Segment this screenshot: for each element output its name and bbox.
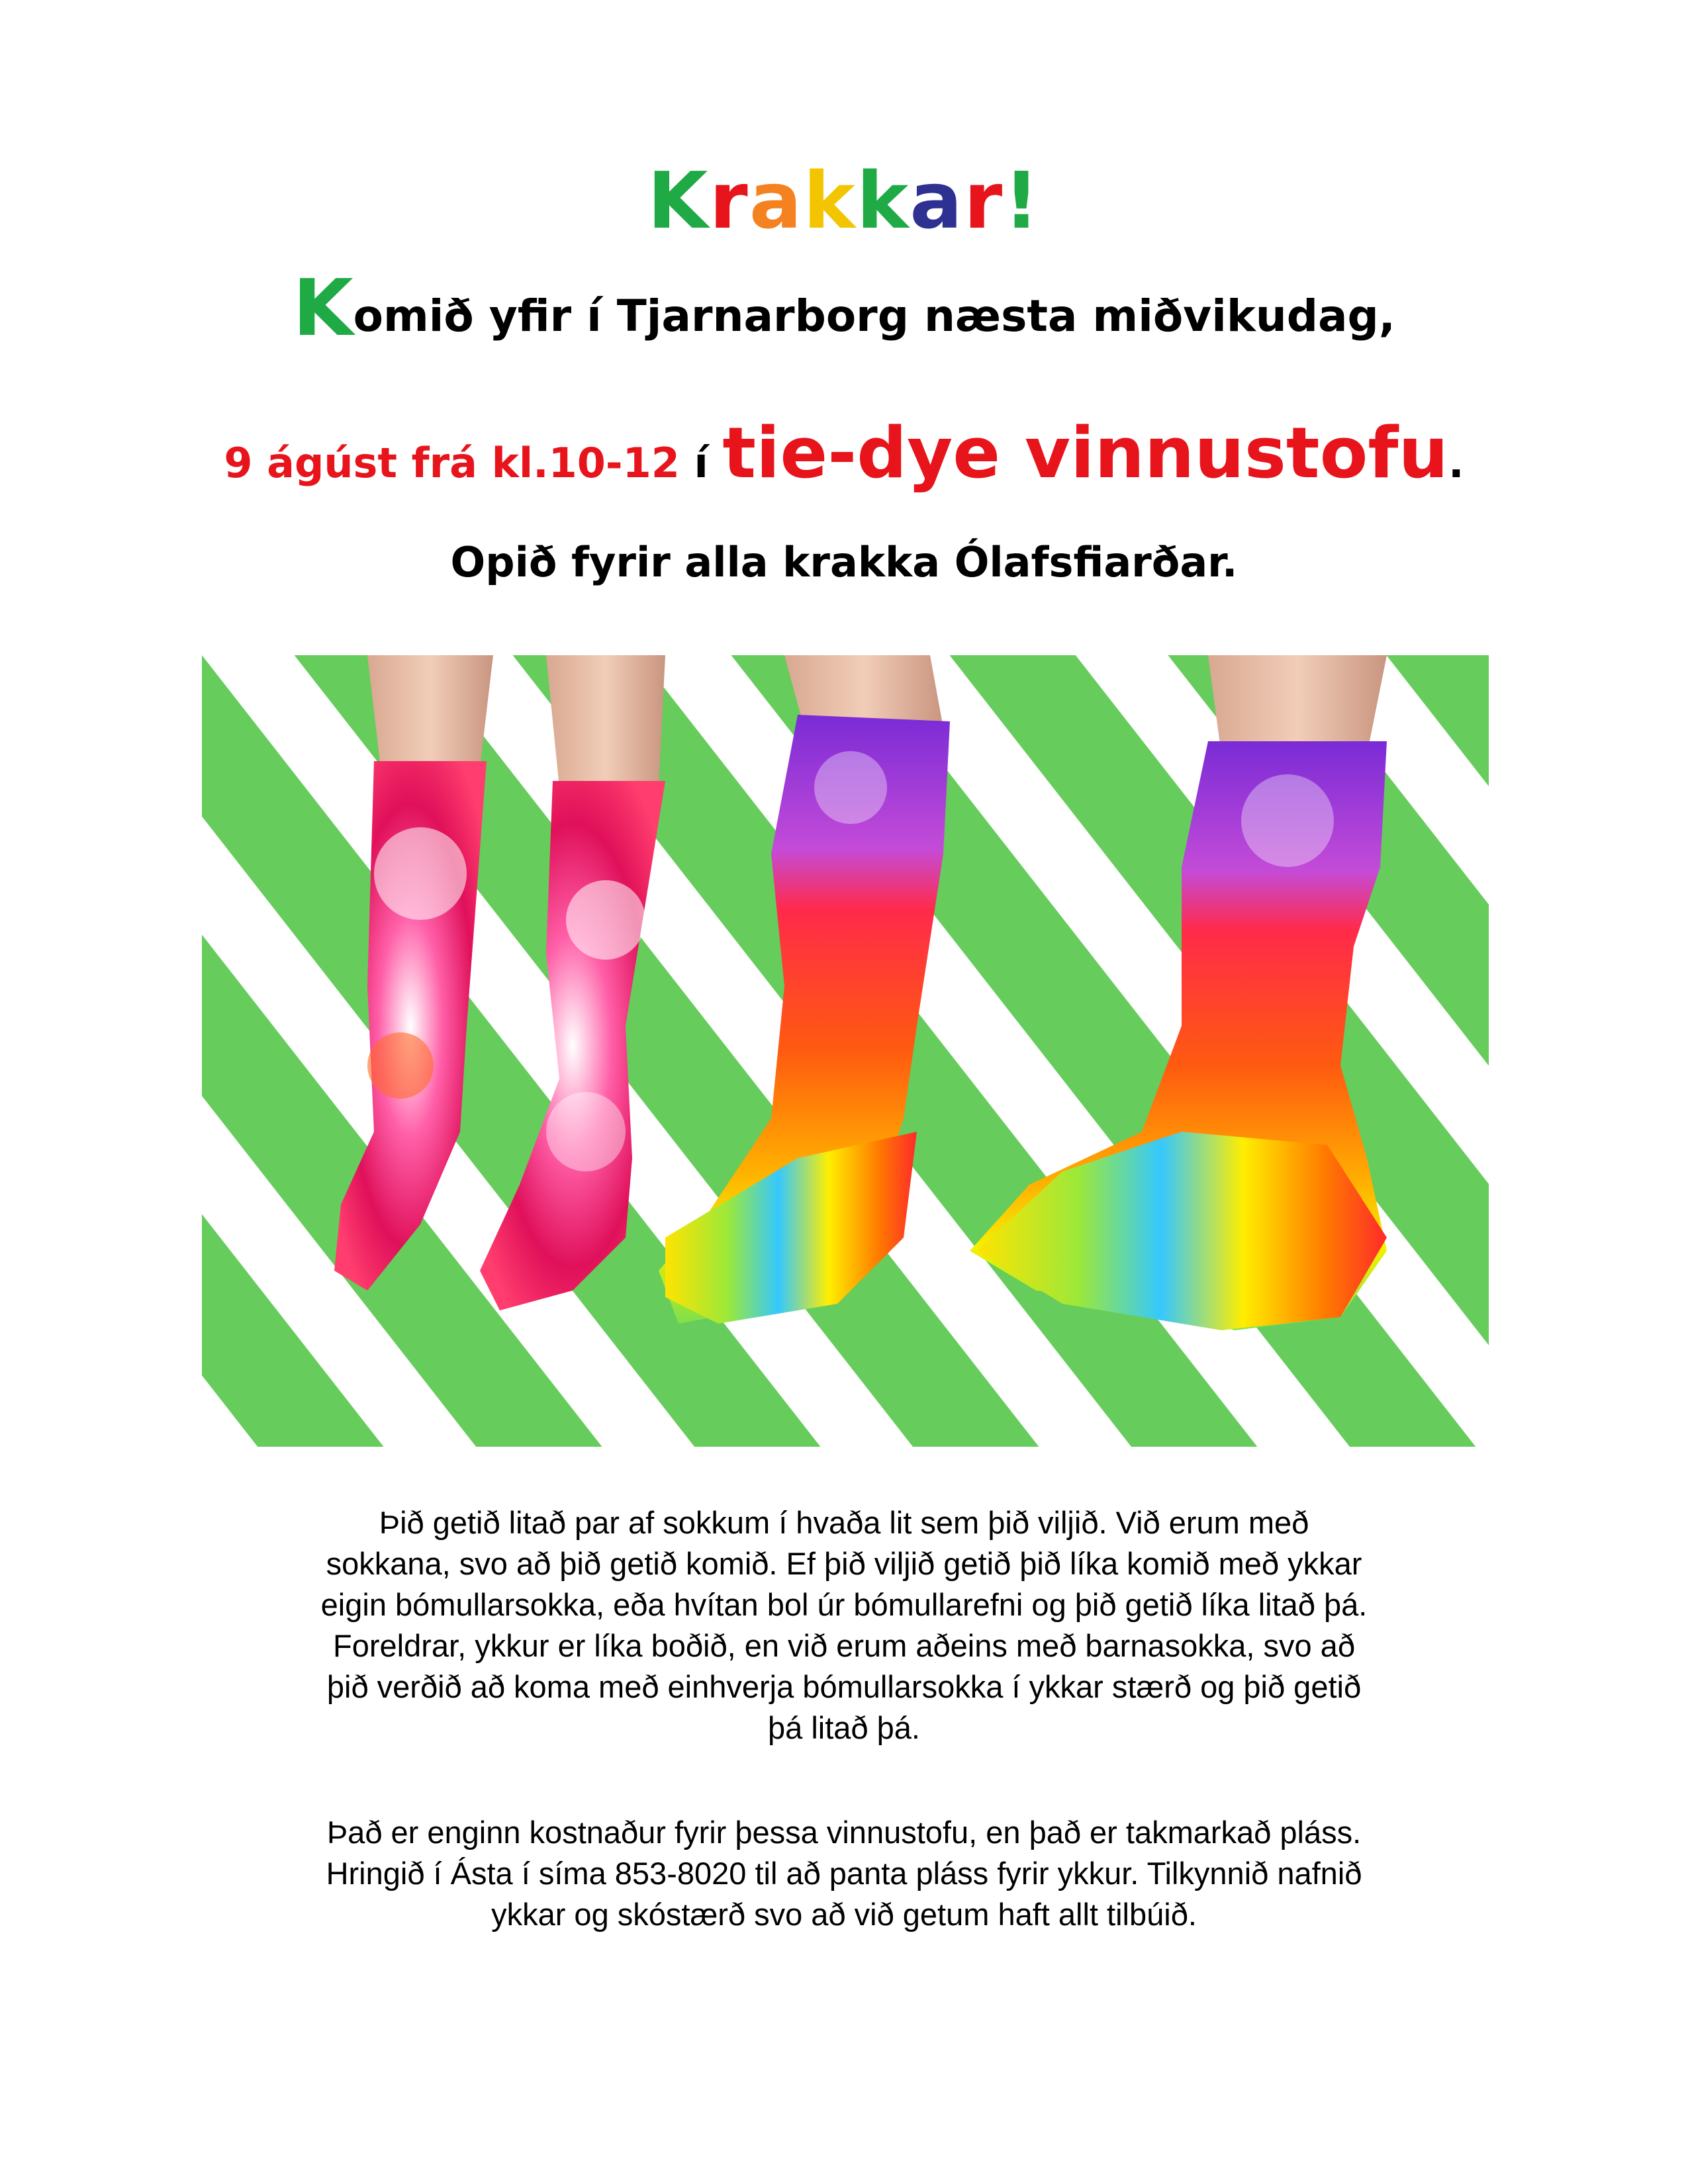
headline-line-3: Opið fyrir alla krakka Ólafsfiarðar.: [450, 538, 1238, 586]
headline-line-2: [0, 407, 1688, 510]
tie-dye-workshop-label: tie-dye vinnustofu: [722, 412, 1449, 494]
paragraph-1-line: Þið getið litað par af sokkum í hvaða lit sem þið viljið. Við erum með: [379, 1505, 1309, 1540]
paragraph-2: [199, 1812, 1489, 1935]
title-letter: k: [856, 155, 910, 246]
headline-initial: K: [293, 262, 353, 353]
headline-line-1-text: omið yfir í Tjarnarborg næsta miðvikudag,: [353, 291, 1395, 341]
paragraph-2-line: Það er enginn kostnaður fyrir þessa vinnustofu, en það er takmarkað pláss.: [326, 1815, 1362, 1850]
title-krakkar: [0, 151, 1688, 250]
headline-period: .: [1448, 439, 1464, 487]
paragraph-2-line: Hringið í Ásta í síma 853-8020 til að panta pláss fyrir ykkur. Tilkynnið nafnið: [326, 1856, 1362, 1891]
title-letter: K: [647, 155, 710, 246]
paragraph-2-line: ykkar og skóstærð svo að við getum haft allt tilbúið.: [491, 1897, 1197, 1932]
paragraph-1-line: þá litað þá.: [768, 1710, 920, 1745]
paragraph-1-line: eigin bómullarsokka, eða hvítan bol úr bómullarefni og þið getið líka litað þá.: [320, 1587, 1368, 1622]
paragraph-1-line: þið verðið að koma með einhverja bómullarsokka í ykkar stærð og þið getið: [326, 1669, 1362, 1704]
title-letter: r: [963, 155, 1004, 246]
title-letter: a: [910, 155, 964, 246]
paragraph-1: [199, 1502, 1489, 1749]
event-date-time: 9 ágúst frá kl.10-12: [224, 439, 680, 487]
title-letter: a: [749, 155, 804, 246]
headline-line-1: [0, 262, 1688, 356]
paragraph-1-line: sokkana, svo að þið getið komið. Ef þið viljið getið þið líka komið með ykkar: [326, 1546, 1362, 1581]
headline-connector: í: [679, 439, 723, 487]
title-letter: r: [709, 155, 749, 246]
paragraph-1-line: Foreldrar, ykkur er líka boðið, en við erum aðeins með barnasokka, svo að: [333, 1628, 1355, 1663]
tie-dye-socks-photo: [202, 655, 1489, 1447]
title-letter: k: [803, 155, 857, 246]
title-letter: !: [1004, 155, 1041, 246]
